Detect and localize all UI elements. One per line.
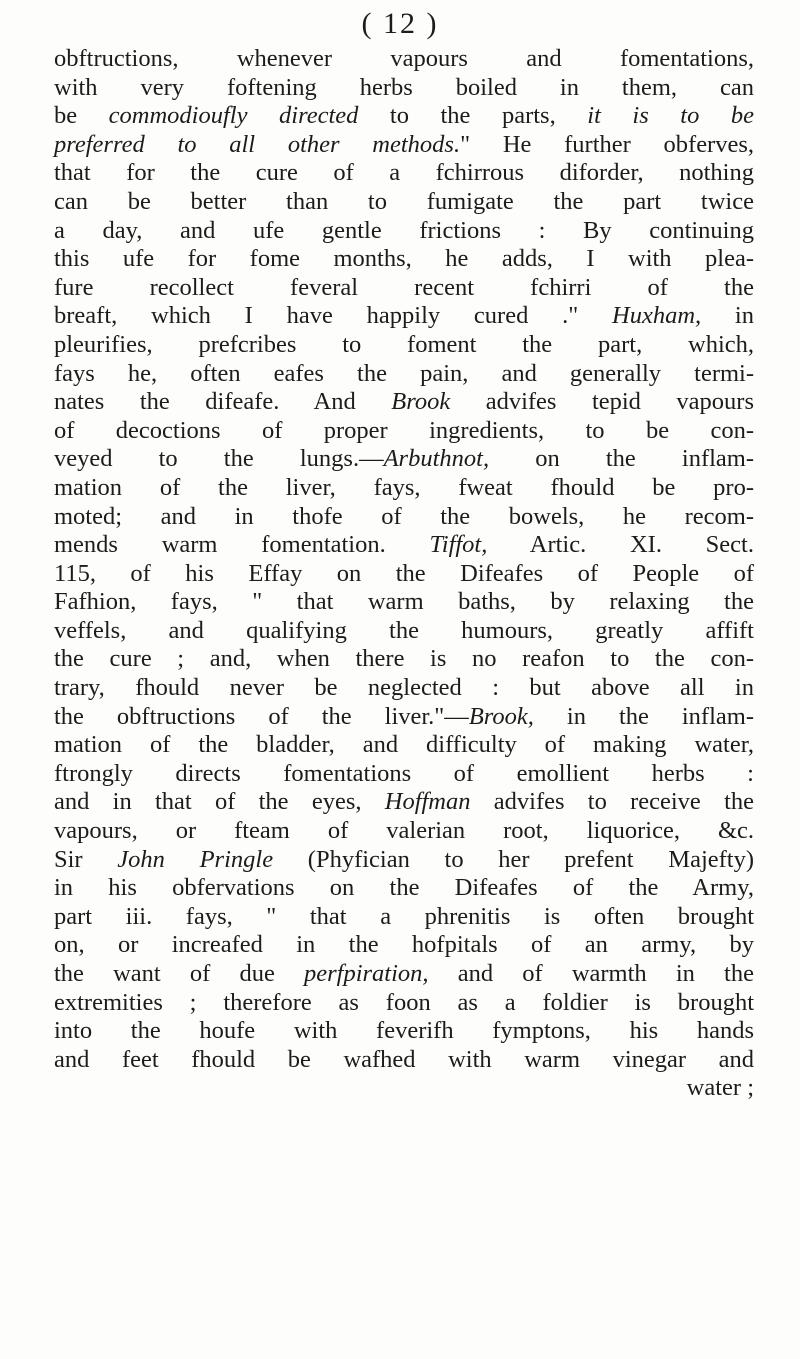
italic-text: Arbuthnot, — [383, 445, 490, 473]
italic-text: Brook — [391, 388, 451, 416]
text-run: veyed to the lungs.— — [54, 445, 384, 473]
text-line — [54, 731, 754, 760]
text-line — [54, 617, 754, 646]
text-line — [54, 217, 754, 246]
text-line — [54, 1046, 754, 1075]
text-run: and in that of the eyes, — [54, 788, 385, 816]
text-line — [54, 560, 754, 589]
text-run: extremities ; therefore as foon as a foldier is brought — [54, 988, 754, 1016]
text-run: the cure ; and, when there is no reafon to the con- — [54, 645, 754, 673]
text-line — [54, 474, 754, 503]
text-run: on, or increafed in the hofpitals of an army, by — [54, 931, 754, 959]
text-run: of decoctions of proper ingredients, to be con- — [54, 416, 754, 444]
text-line — [54, 788, 754, 817]
text-run: mends warm fomentation. — [54, 531, 430, 559]
text-line — [54, 188, 754, 217]
text-run: Sir — [54, 845, 118, 873]
text-line — [54, 874, 754, 903]
text-line — [54, 274, 754, 303]
text-run: advifes tepid vapours — [450, 388, 755, 416]
text-line — [54, 331, 754, 360]
italic-text: Brook, — [468, 702, 534, 730]
text-run: into the houfe with feverifh fymptons, his hands — [54, 1017, 754, 1045]
text-run: fure recollect feveral recent fchirri of the — [54, 273, 754, 301]
text-line — [54, 903, 754, 932]
text-line — [54, 1017, 754, 1046]
text-line — [54, 45, 754, 74]
text-line — [54, 531, 754, 560]
italic-text: perfpiration, — [304, 960, 429, 987]
text-run: advifes to receive the — [470, 788, 754, 816]
text-run: ftrongly directs fomentations of emollient herbs : — [54, 759, 754, 787]
text-run: moted; and in thofe of the bowels, he recom- — [54, 502, 754, 530]
text-line — [54, 989, 754, 1018]
text-line — [54, 388, 754, 417]
text-line — [54, 760, 754, 789]
text-line — [54, 245, 754, 274]
text-run: this ufe for fome months, he adds, I with plea- — [54, 245, 754, 273]
italic-text: preferred to all other methods. — [54, 130, 461, 158]
italic-text: commodioufly directed — [108, 102, 359, 130]
text-run: to the parts, — [358, 102, 588, 130]
text-run: on the inflam- — [489, 445, 754, 473]
text-run: in — [701, 302, 754, 330]
text-run: breaft, which I have happily cured ." — [54, 302, 613, 330]
text-run: trary, fhould never be neglected : but above all in — [54, 674, 754, 702]
text-run: in his obfervations on the Difeafes of the Army, — [54, 874, 754, 902]
text-run: the obftructions of the liver."— — [54, 702, 469, 730]
text-line — [54, 159, 754, 188]
text-run: be — [54, 102, 109, 130]
text-line — [54, 588, 754, 617]
text-run: a day, and ufe gentle frictions : By continuing — [54, 216, 754, 244]
text-line — [54, 817, 754, 846]
italic-text: Hoffman — [384, 788, 471, 816]
text-run: veffels, and qualifying the humours, greatly affift — [54, 616, 754, 644]
text-run: Fafhion, fays, " that warm baths, by relaxing the — [54, 588, 754, 616]
text-line — [54, 102, 754, 131]
text-run: " He further obferves, — [460, 130, 755, 158]
text-run: and of warmth in the — [428, 960, 754, 987]
text-run: (Phyfician to her prefent Majefty) — [273, 845, 755, 873]
text-run: Artic. XI. Sect. — [487, 531, 754, 559]
text-run: water ; — [686, 1074, 754, 1102]
text-line — [54, 503, 754, 532]
italic-text: Tiffot, — [429, 531, 488, 559]
text-line — [54, 645, 754, 674]
text-run: with very foftening herbs boiled in them, can — [54, 73, 754, 101]
text-run: part iii. fays, " that a phrenitis is often brought — [54, 902, 754, 930]
text-run: mation of the liver, fays, fweat fhould be pro- — [54, 473, 754, 501]
text-run: and feet fhould be wafhed with warm vinegar and — [54, 1045, 754, 1073]
text-run: nates the difeafe. And — [54, 388, 392, 416]
text-line — [54, 445, 754, 474]
italic-text: Huxham, — [612, 302, 702, 330]
text-run: vapours, or fteam of valerian root, liquorice, &c. — [54, 817, 754, 845]
text-run: the want of due — [54, 960, 304, 987]
text-run: in the inflam- — [533, 702, 754, 730]
text-line — [54, 931, 754, 960]
text-run: pleurifies, prefcribes to foment the part, which, — [54, 330, 754, 358]
italic-text: John Pringle — [117, 845, 274, 873]
text-line — [54, 302, 754, 331]
text-run: mation of the bladder, and difficulty of making water, — [54, 731, 754, 759]
text-run: 115, of his Effay on the Difeafes of People of — [54, 559, 754, 587]
text-line — [54, 846, 754, 875]
text-line — [54, 360, 754, 389]
text-line — [54, 131, 754, 160]
text-run: obftructions, whenever vapours and fomentations, — [54, 45, 754, 72]
text-line — [54, 417, 754, 446]
text-run: that for the cure of a fchirrous diforder, nothing — [54, 159, 754, 187]
text-line — [54, 674, 754, 703]
body-text — [54, 45, 754, 1103]
italic-text: it is to be — [587, 102, 755, 130]
text-line — [54, 960, 754, 989]
page-number: ( 12 ) — [361, 7, 439, 40]
text-run: fays he, often eafes the pain, and generally termi- — [54, 359, 754, 387]
text-run: can be better than to fumigate the part twice — [54, 187, 754, 215]
text-line — [54, 703, 754, 732]
text-line — [54, 74, 754, 103]
text-line — [54, 1074, 754, 1103]
